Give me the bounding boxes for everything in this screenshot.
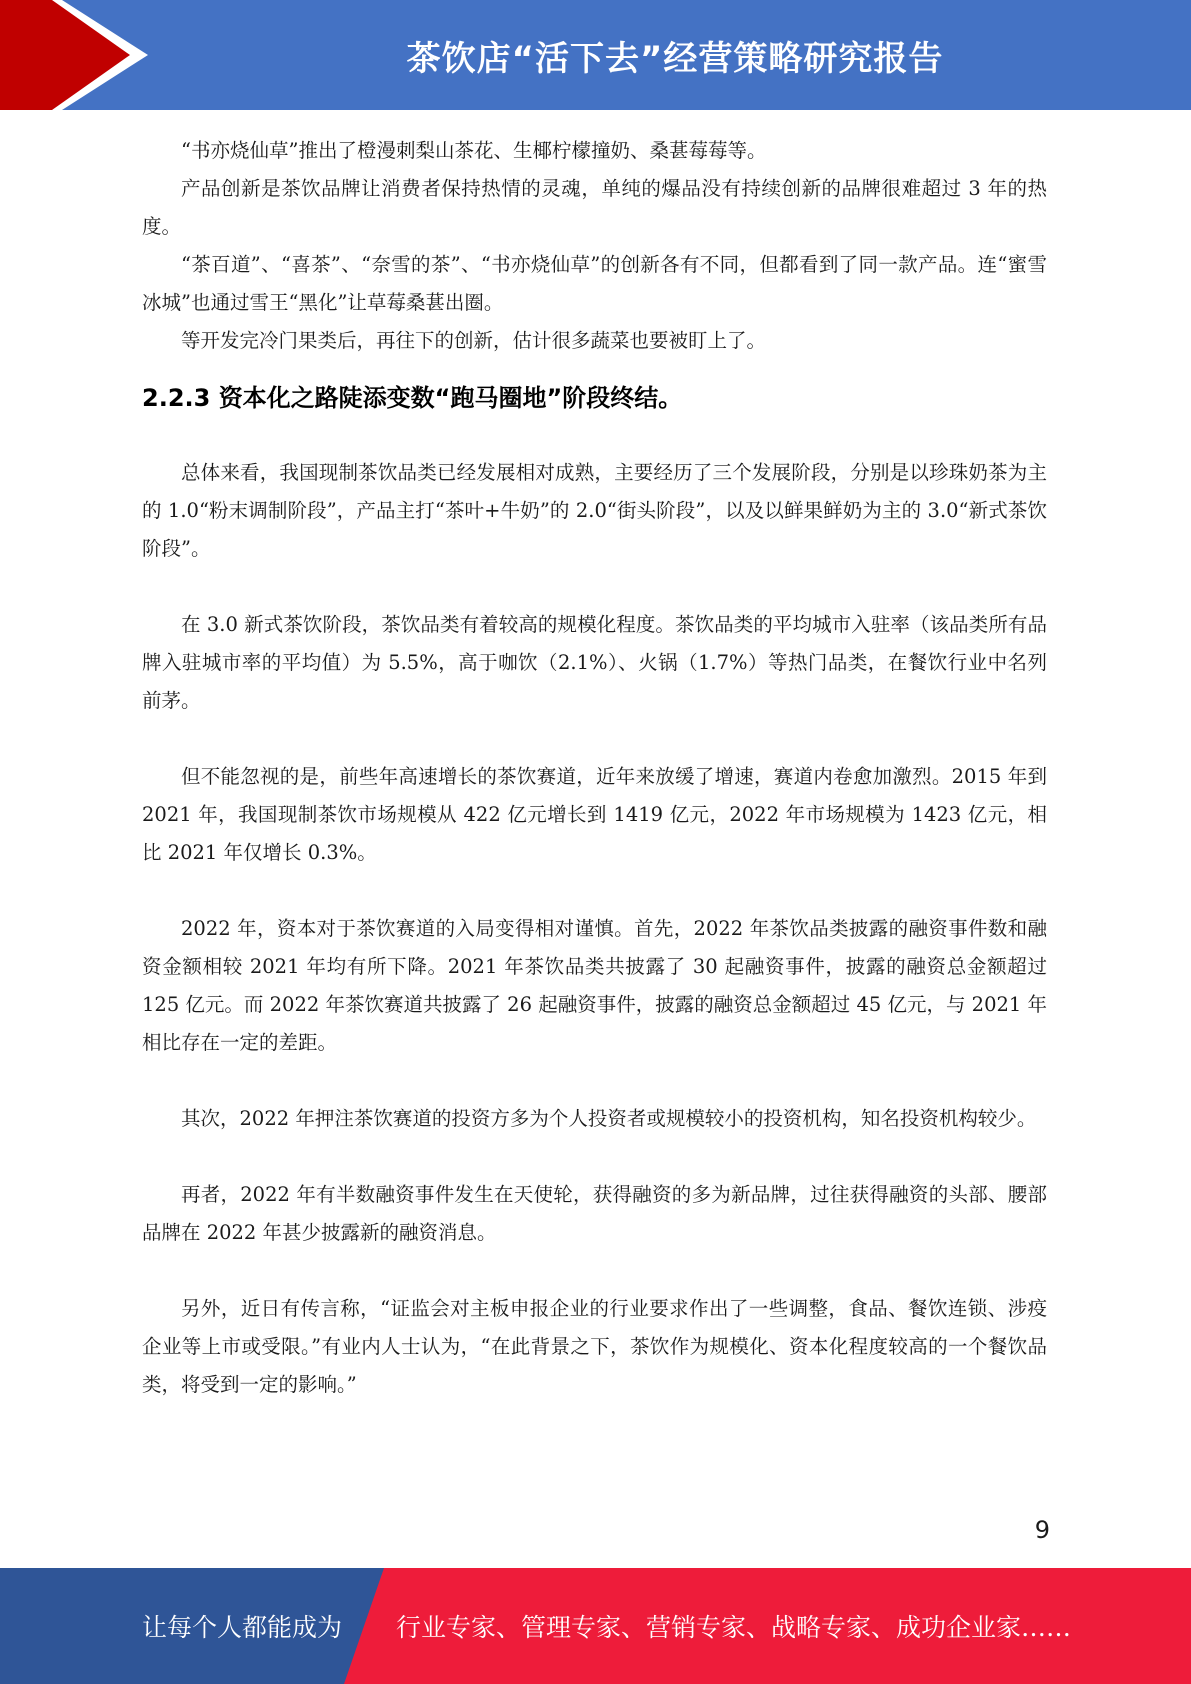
footer-banner [0, 1568, 1191, 1684]
page-number: 9 [1034, 1516, 1050, 1544]
paragraph: 等开发完冷门果类后，再往下的创新，估计很多蔬菜也要被盯上了。 [181, 329, 767, 352]
footer-slogan-left: 让每个人都能成为 [142, 1613, 343, 1642]
paragraph: 在 3.0 新式茶饮阶段，茶饮品类有着较高的规模化程度。茶饮品类的平均城市入驻率（该品类所有品牌入驻城市率的平均值）为 5.5%，高于咖饮（2.1%）、火锅（1.7%）等热门品类，在餐饮行业中名列前茅。 [142, 613, 1047, 712]
paragraph: 总体来看，我国现制茶饮品类已经发展相对成熟，主要经历了三个发展阶段，分别是以珍珠奶茶为主的 1.0“粉末调制阶段”，产品主打“茶叶+牛奶”的 2.0“街头阶段”，以及以鲜果鲜奶为主的 3.0“新式茶饮阶段”。 [142, 461, 1047, 560]
paragraph: “茶百道”、“喜茶”、“奈雪的茶”、“书亦烧仙草”的创新各有不同，但都看到了同一款产品。连“蜜雪冰城”也通过雪王“黑化”让草莓桑葚出圈。 [142, 253, 1047, 314]
paragraph: 2022 年，资本对于茶饮赛道的入局变得相对谨慎。首先，2022 年茶饮品类披露的融资事件数和融资金额相较 2021 年均有所下降。2021 年茶饮品类共披露了 30 起融资事件，披露的融资总金额超过 125 亿元。而 2022 年茶饮赛道共披露了 26 起融资事件，披露的融资总金额超过 45 亿元，与 2021 年相比存在一定的差距。 [142, 917, 1047, 1054]
footer-slogan-right: 行业专家、管理专家、营销专家、战略专家、成功企业家…… [396, 1613, 1072, 1642]
header-banner [0, 0, 1191, 110]
section-heading: 2.2.3 资本化之路陡添变数“跑马圈地”阶段终结。 [142, 384, 683, 412]
report-title: 茶饮店“活下去”经营策略研究报告 [406, 38, 944, 79]
paragraph: 产品创新是茶饮品牌让消费者保持热情的灵魂，单纯的爆品没有持续创新的品牌很难超过 3 年的热度。 [142, 177, 1047, 238]
arrow-chevron-icon [0, 0, 160, 110]
paragraph: “书亦烧仙草”推出了橙漫刺梨山茶花、生椰柠檬撞奶、桑葚莓莓等。 [181, 139, 767, 162]
paragraph: 另外，近日有传言称，“证监会对主板申报企业的行业要求作出了一些调整，食品、餐饮连锁、涉疫企业等上市或受限。”有业内人士认为，“在此背景之下，茶饮作为规模化、资本化程度较高的一个餐饮品类，将受到一定的影响。” [142, 1297, 1047, 1396]
paragraph: 再者，2022 年有半数融资事件发生在天使轮，获得融资的多为新品牌，过往获得融资的头部、腰部品牌在 2022 年甚少披露新的融资消息。 [142, 1183, 1047, 1244]
page-content [142, 132, 1047, 1404]
paragraph: 但不能忽视的是，前些年高速增长的茶饮赛道，近年来放缓了增速，赛道内卷愈加激烈。2015 年到 2021 年，我国现制茶饮市场规模从 422 亿元增长到 1419 亿元，2022 年市场规模为 1423 亿元，相比 2021 年仅增长 0.3%。 [142, 765, 1047, 864]
paragraph: 其次，2022 年押注茶饮赛道的投资方多为个人投资者或规模较小的投资机构，知名投资机构较少。 [181, 1107, 1037, 1130]
